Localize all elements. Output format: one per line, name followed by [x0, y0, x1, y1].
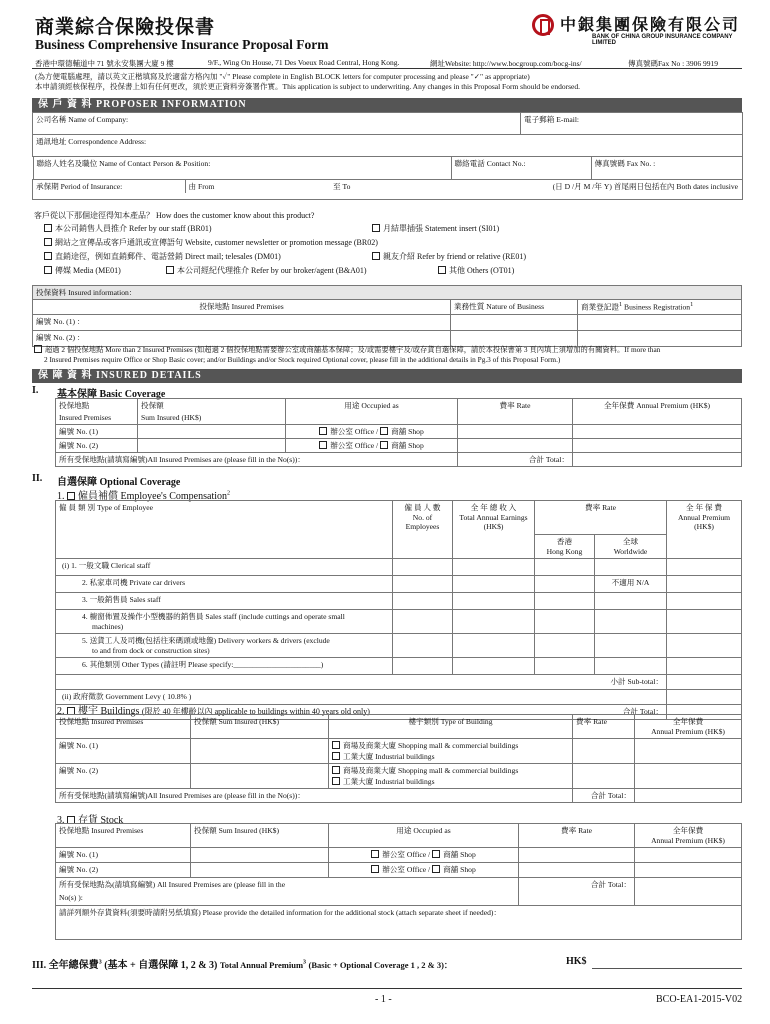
emp-input[interactable]	[595, 634, 667, 658]
total-premium-field[interactable]	[592, 968, 742, 969]
total-annual-premium-label: III. 全年總保費$^3$ (基本 + 自選保障 1, 2 & 3) Total Annual Premium$^3$ (Basic + Optional Coverage 1 , 2 & 3)：	[32, 959, 453, 971]
contact-person-field[interactable]: 聯絡人姓名及職位 Name of Contact Person & Position:	[33, 157, 451, 179]
nature-no1-field[interactable]	[451, 314, 578, 330]
footer-divider	[32, 988, 742, 989]
insured-premises-header: 投保地點 Insured Premises	[33, 300, 451, 315]
emp-input[interactable]	[595, 610, 667, 634]
basic-row-no1: 編號 No. (1)	[56, 424, 138, 438]
checkbox-icon[interactable]	[332, 741, 340, 749]
basic-premium-no2[interactable]	[573, 438, 742, 452]
reg-no1-field[interactable]	[578, 314, 742, 330]
instruction-note: (為方便電腦處理，請以英文正楷填寫及於適當方格內加 "✓" Please complete in English BLOCK letters for computer processing and please "✓" as appropriate)	[35, 72, 530, 81]
emp-row-drivers: 2. 私家車司機 Private car drivers	[56, 576, 393, 593]
bld-type-no2: 商場及商業大廈 Shopping mall & commercial buildings 工業大廈 Industrial buildings	[329, 764, 573, 789]
more-premises-option[interactable]: 超過 2 個投保地點 More than 2 Insured Premises (如超過 2 個投保地點需要辦公室或商舖基本保障；及/或需要樓宇及/或存貨自選保障，請於本投保書第 3 頁內填上須增加的有關資料。If more than	[34, 345, 660, 355]
emp-row-other: 6. 其他類別 Other Types (請註明 Please specify:_______________________)	[56, 658, 393, 675]
emp-input[interactable]	[453, 658, 535, 675]
emp-input[interactable]	[535, 576, 595, 593]
bld-col-type: 樓宇類別 Type of Building	[329, 715, 573, 739]
stk-col-premises: 投保地點 Insured Premises	[56, 824, 191, 848]
emp-input[interactable]	[595, 593, 667, 610]
fax-number: 傳真號碼Fax No : 3906 9919	[628, 59, 718, 68]
checkbox-icon[interactable]	[319, 427, 327, 435]
basic-coverage-title: 基本保障 Basic Coverage	[57, 389, 166, 400]
stk-occupied-no1: 辦公室 Office / 商舖 Shop	[329, 848, 519, 863]
stk-sum-no2[interactable]	[191, 863, 329, 878]
checkbox-icon[interactable]	[372, 252, 380, 260]
emp-input[interactable]	[393, 559, 453, 576]
basic-col-sum-en: Sum Insured (HK$)	[138, 412, 286, 424]
bld-total-label: 合計 Total：	[573, 789, 635, 803]
emp-input[interactable]	[393, 634, 453, 658]
bld-sum-no1[interactable]	[191, 739, 329, 764]
stk-premium-no2[interactable]	[635, 863, 742, 878]
basic-rate-no1[interactable]	[458, 424, 573, 438]
emp-row-sales: 3. 一般銷售員 Sales staff	[56, 593, 393, 610]
stk-total-field[interactable]	[635, 878, 742, 906]
checkbox-icon[interactable]	[371, 865, 379, 873]
basic-sum-no1[interactable]	[138, 424, 286, 438]
emp-subtotal-label: 小計 Sub-total：	[56, 675, 667, 690]
optional-coverage-title: 自選保障 Optional Coverage	[57, 477, 181, 488]
emp-row-clerical: (i) 1. 一般文職 Clerical staff	[56, 559, 393, 576]
contact-no-field[interactable]: 聯絡電話 Contact No.:	[451, 157, 591, 179]
page-number: - 1 -	[375, 994, 392, 1005]
period-dates-note: (日 D /月 M /年 Y) 首尾兩日包括在內 Both dates inclusive	[552, 182, 738, 191]
emp-input[interactable]	[453, 610, 535, 634]
premises-no2-field[interactable]: 編號 No. (2) ：	[33, 330, 451, 346]
emp-rate-hk: 香港 Hong Kong	[535, 535, 595, 559]
how-opt-direct-mail[interactable]: 直銷途徑，例如直銷郵件、電話營銷 Direct mail; telesales (DM01)	[44, 251, 281, 262]
emp-input[interactable]	[595, 658, 667, 675]
stk-detail-field[interactable]: 請詳列額外存貨資料(須要時請附另紙填寫) Please provide the detailed information for the additional stock (attach separate sheet if needed)：	[56, 906, 742, 940]
checkbox-icon[interactable]	[432, 865, 440, 873]
nature-business-header: 業務性質 Nature of Business	[451, 300, 578, 315]
period-from-field[interactable]: 由 From	[188, 182, 215, 191]
reg-no2-field[interactable]	[578, 330, 742, 346]
emp-input[interactable]	[393, 658, 453, 675]
how-opt-friend[interactable]: 親友介紹 Refer by friend or relative (RE01)	[372, 251, 526, 262]
bld-total-field[interactable]	[635, 789, 742, 803]
page-title-en: Business Comprehensive Insurance Proposal Form	[35, 37, 329, 52]
page-title-cn: 商業綜合保險投保書	[35, 17, 216, 38]
insured-section-bar: 保 障 資 料 INSURED DETAILS	[32, 369, 742, 383]
company-logo	[532, 12, 742, 46]
bld-col-premium: 全年保費 Annual Premium (HK$)	[635, 715, 742, 739]
logo-text-en: BANK OF CHINA GROUP INSURANCE COMPANY LIMITED	[592, 34, 733, 46]
address-cn: 香港中環德輔道中 71 號永安集團大廈 9 樓	[35, 59, 174, 68]
bld-premium-no2[interactable]	[635, 764, 742, 789]
header-divider	[32, 68, 742, 69]
basic-col-premises-en: Insured Premises	[56, 412, 138, 424]
checkbox-icon[interactable]	[44, 266, 52, 274]
bld-all-premises: 所有受保地點(請填寫編號)All Insured Premises are (please fill in the No(s))：	[56, 789, 573, 803]
checkbox-icon[interactable]	[371, 850, 379, 858]
nature-no2-field[interactable]	[451, 330, 578, 346]
emp-subtotal-field[interactable]	[667, 675, 742, 690]
emp-input[interactable]	[535, 559, 595, 576]
basic-total-field[interactable]	[573, 452, 742, 466]
stock-title[interactable]: 3. 存貨 Stock	[57, 815, 124, 826]
checkbox-icon[interactable]	[438, 266, 446, 274]
stk-sum-no1[interactable]	[191, 848, 329, 863]
bld-type-no1: 商場及商業大廈 Shopping mall & commercial buildings 工業大廈 Industrial buildings	[329, 739, 573, 764]
emp-input[interactable]	[595, 559, 667, 576]
stk-col-rate: 費率 Rate	[519, 824, 635, 848]
period-to-field[interactable]: 至 To	[333, 182, 351, 191]
insured-info-table	[32, 285, 742, 347]
total-hk-label: HK$	[566, 956, 587, 967]
basic-row-no2: 編號 No. (2)	[56, 438, 138, 452]
how-know-question: 客戶從以下那個途徑得知本產品？ How does the customer know about this product?	[34, 211, 315, 220]
premises-no1-field[interactable]: 編號 No. (1) ：	[33, 314, 451, 330]
how-opt-website[interactable]: 網站之宣傳品或客戶通訊或宣傳語句 Website, customer newsletter or promotion message (BR02)	[44, 237, 378, 248]
emp-premium-header: 全 年 保 費 Annual Premium (HK$)	[667, 501, 742, 559]
more-premises-note: 2 Insured Premises require Office or Shop Basic cover; and/or Buildings and/or Stock required Optional cover, please fill in the additional details in Pg.3 of this Proposal Form.)	[44, 355, 561, 364]
optional-coverage-num: II.	[32, 473, 43, 484]
checkbox-icon[interactable]	[332, 752, 340, 760]
checkbox-icon[interactable]	[332, 777, 340, 785]
buildings-table	[55, 714, 742, 803]
how-opt-staff[interactable]: 本公司銷售人員推介 Refer by our staff (BR01)	[44, 223, 212, 234]
emp-input[interactable]	[453, 593, 535, 610]
checkbox-icon[interactable]	[380, 427, 388, 435]
correspondence-address-field[interactable]: 通訊地址 Correspondence Address:	[33, 135, 743, 157]
form-code: BCO-EA1-2015-V02	[656, 994, 743, 1005]
emp-input[interactable]	[667, 610, 742, 634]
emp-row-delivery: 5. 送貨工人及司機(包括往來碼頭或地盤) Delivery workers & drivers (exclude to and from dock or construction sites)	[56, 634, 393, 658]
emp-levy: (ii) 政府徵款 Government Levy ( 10.8% )	[56, 690, 667, 705]
underwriting-note: 本申請須經核保程序，投保書上如有任何更改，須於更正資料旁簽署作實。This application is subject to underwriting. Any changes in this Proposal Form should be endorsed.	[35, 82, 580, 91]
period-label: 承保期 Period of Insurance:	[33, 180, 185, 193]
website: 網址Website: http://www.bocgroup.com/bocg-ins/	[430, 59, 582, 68]
employee-comp-table	[55, 500, 742, 720]
stk-rate-no2[interactable]	[519, 863, 635, 878]
basic-col-premium: 全年保費 Annual Premium (HK$)	[573, 399, 742, 413]
checkbox-icon[interactable]	[67, 492, 75, 500]
bld-rate-no1[interactable]	[573, 739, 635, 764]
checkbox-icon[interactable]	[319, 441, 327, 449]
checkbox-icon[interactable]	[34, 345, 42, 353]
emp-rate-header: 費率 Rate	[535, 501, 667, 535]
emp-input[interactable]	[453, 634, 535, 658]
basic-occupied-no2[interactable]: 辦公室 Office / 商舖 Shop	[286, 438, 458, 452]
emp-input[interactable]	[453, 559, 535, 576]
emp-row-sales-machine: 4. 櫥窗佈置及操作小型機器的銷售員 Sales staff (include cuttings and operate small machines)	[56, 610, 393, 634]
company-name-field[interactable]: 公司名稱 Name of Company:	[33, 113, 521, 135]
checkbox-icon[interactable]	[44, 238, 52, 246]
emp-input[interactable]	[393, 593, 453, 610]
emp-input[interactable]	[453, 576, 535, 593]
insured-info-label: 投保資料 Insured information：	[33, 286, 742, 300]
checkbox-icon[interactable]	[44, 252, 52, 260]
checkbox-icon[interactable]	[372, 224, 380, 232]
stk-total-label: 合計 Total：	[519, 878, 635, 906]
basic-all-premises: 所有受保地點(請填寫編號)All Insured Premises are (please fill in the No(s))：	[56, 452, 458, 466]
checkbox-icon[interactable]	[432, 850, 440, 858]
basic-col-sum: 投保額	[138, 399, 286, 413]
emp-na: 不適用 N/A	[595, 576, 667, 593]
checkbox-icon[interactable]	[44, 224, 52, 232]
basic-rate-no2[interactable]	[458, 438, 573, 452]
emp-input[interactable]	[535, 610, 595, 634]
proposer-table	[32, 112, 743, 200]
checkbox-icon[interactable]	[380, 441, 388, 449]
bld-premium-no1[interactable]	[635, 739, 742, 764]
how-opt-broker[interactable]: 本公司經紀代理推介 Refer by our broker/agent (B&A01)	[166, 265, 367, 276]
proposer-section-bar: 保 戶 資 料 PROPOSER INFORMATION	[32, 98, 742, 112]
stk-col-sum: 投保額 Sum Insured (HK$)	[191, 824, 329, 848]
bld-col-sum: 投保額 Sum Insured (HK$)	[191, 715, 329, 739]
stk-row-no1: 編號 No. (1)	[56, 848, 191, 863]
logo-text-cn: 中銀集團保險有限公司	[560, 17, 741, 34]
emp-input[interactable]	[535, 658, 595, 675]
basic-sum-no2[interactable]	[138, 438, 286, 452]
checkbox-icon[interactable]	[332, 766, 340, 774]
emp-input[interactable]	[535, 593, 595, 610]
email-field[interactable]: 電子郵箱 E-mail:	[521, 113, 743, 135]
emp-input[interactable]	[667, 559, 742, 576]
how-opt-media[interactable]: 傳媒 Media (ME01)	[44, 265, 121, 276]
how-opt-others[interactable]: 其他 Others (OT01)	[438, 265, 514, 276]
bld-col-rate: 費率 Rate	[573, 715, 635, 739]
emp-levy-field[interactable]	[667, 690, 742, 705]
emp-earnings-header: 全 年 總 收 入 Total Annual Earnings (HK$)	[453, 501, 535, 559]
emp-rate-ww: 全球 Worldwide	[595, 535, 667, 559]
emp-input[interactable]	[667, 576, 742, 593]
bld-rate-no2[interactable]	[573, 764, 635, 789]
stk-col-premium: 全年保費 Annual Premium (HK$)	[635, 824, 742, 848]
emp-input[interactable]	[667, 658, 742, 675]
fax-no-field[interactable]: 傳真號碼 Fax No. :	[591, 157, 742, 179]
checkbox-icon[interactable]	[166, 266, 174, 274]
stk-row-no2: 編號 No. (2)	[56, 863, 191, 878]
emp-input[interactable]	[667, 634, 742, 658]
basic-coverage-num: I.	[32, 385, 39, 396]
basic-col-rate: 費率 Rate	[458, 399, 573, 413]
stk-rate-no1[interactable]	[519, 848, 635, 863]
bld-sum-no2[interactable]	[191, 764, 329, 789]
emp-no-header: 僱 員 人 數 No. of Employees	[393, 501, 453, 559]
stk-col-occupied: 用途 Occupied as	[329, 824, 519, 848]
boc-logo-icon	[532, 14, 554, 36]
basic-coverage-table	[55, 398, 742, 467]
business-reg-header: 商業登記證$^1$ Business Registration$^1$	[578, 300, 742, 315]
bld-row-no1: 編號 No. (1)	[56, 739, 191, 764]
emp-input[interactable]	[393, 610, 453, 634]
emp-input[interactable]	[667, 593, 742, 610]
bld-col-premises: 投保地點 Insured Premises	[56, 715, 191, 739]
bld-row-no2: 編號 No. (2)	[56, 764, 191, 789]
basic-occupied-no1[interactable]: 辦公室 Office / 商舖 Shop	[286, 424, 458, 438]
stk-premium-no1[interactable]	[635, 848, 742, 863]
employee-comp-title[interactable]: 1. 僱員補償 Employee's Compensation$^2$	[57, 490, 231, 502]
emp-input[interactable]	[535, 634, 595, 658]
basic-col-premises: 投保地點	[56, 399, 138, 413]
basic-premium-no1[interactable]	[573, 424, 742, 438]
basic-col-occupied: 用途 Occupied as	[286, 399, 458, 413]
buildings-title[interactable]: 2. 樓宇 Buildings (限於 40 年樓齡以內 applicable to buildings within 40 years old only)	[57, 706, 370, 717]
emp-type-header: 僱 員 類 別 Type of Employee	[56, 501, 393, 559]
stk-occupied-no2: 辦公室 Office / 商舖 Shop	[329, 863, 519, 878]
stk-all-premises: 所有受保地點為(請填寫編號) All Insured Premises are (please fill in the No(s) ):	[56, 878, 519, 906]
how-opt-statement[interactable]: 月結單插張 Statement insert (SI01)	[372, 223, 499, 234]
emp-input[interactable]	[393, 576, 453, 593]
basic-total-label: 合計 Total：	[458, 452, 573, 466]
emp-total-label: 合計 Total：	[56, 705, 667, 720]
address-en: 9/F., Wing On House, 71 Des Voeux Road Central, Hong Kong.	[208, 58, 400, 67]
stock-table	[55, 823, 742, 940]
